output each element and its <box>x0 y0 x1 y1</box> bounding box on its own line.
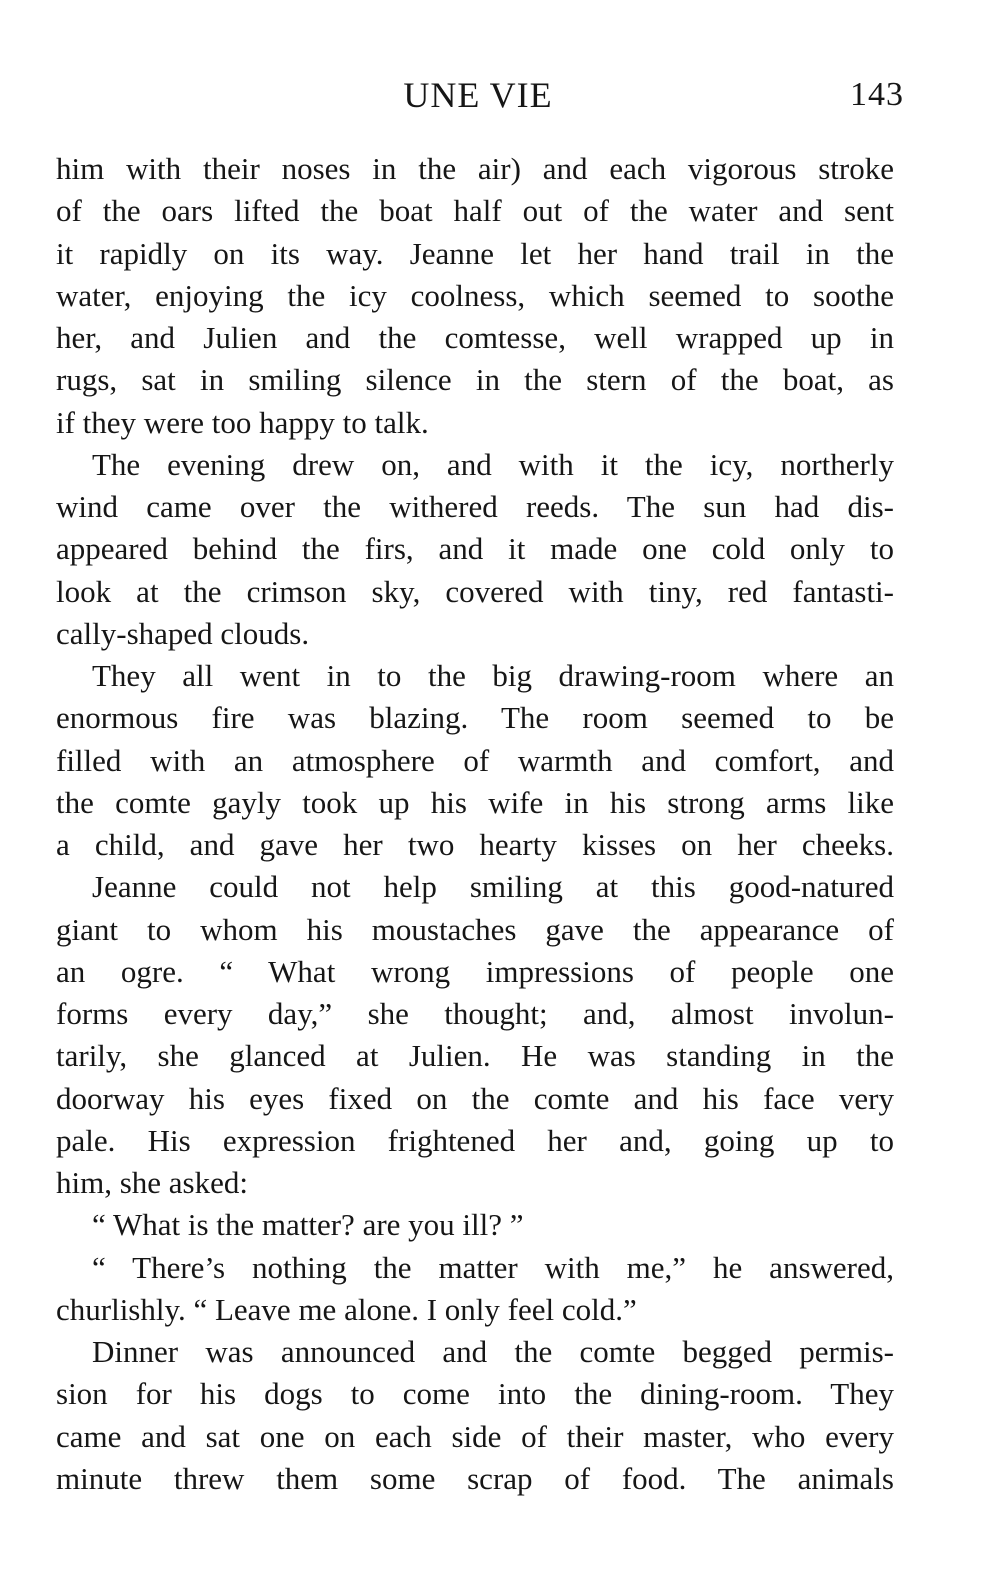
text-line: him, she asked: <box>56 1165 248 1200</box>
text-line: of the oars lifted the boat half out of the water and sent <box>56 193 894 229</box>
text-line: came and sat one on each side of their master, who every <box>56 1418 894 1454</box>
running-title: UNE VIE <box>403 75 553 115</box>
text-line: the comte gayly took up his wife in his strong arms like <box>56 784 894 820</box>
text-line: sion for his dogs to come into the dining-room. They <box>56 1376 894 1412</box>
page-number: 143 <box>850 76 904 113</box>
text-line: tarily, she glanced at Julien. He was standing in the <box>56 1038 894 1074</box>
text-line: look at the crimson sky, covered with tiny, red fantasti- <box>56 573 894 609</box>
text-line: it rapidly on its way. Jeanne let her hand trail in the <box>56 235 894 271</box>
text-line: They all went in to the big drawing-room where an <box>92 658 894 693</box>
text-line: water, enjoying the icy coolness, which seemed to soothe <box>56 277 894 313</box>
text-line: “ What is the matter? are you ill? ” <box>92 1207 524 1243</box>
text-line: cally-shaped clouds. <box>56 615 310 651</box>
body-text <box>56 148 894 1500</box>
text-line: wind came over the withered reeds. The sun had dis- <box>56 489 894 524</box>
page-header <box>56 74 904 124</box>
text-line: churlishly. “ Leave me alone. I only feel cold.” <box>56 1291 637 1327</box>
text-line: Dinner was announced and the comte begged permis- <box>92 1334 894 1369</box>
text-line: filled with an atmosphere of warmth and comfort, and <box>56 742 894 778</box>
text-line: doorway his eyes fixed on the comte and his face very <box>56 1080 894 1116</box>
text-line: pale. His expression frightened her and, going up to <box>56 1122 894 1158</box>
text-line: “ There’s nothing the matter with me,” he answered, <box>92 1249 894 1285</box>
text-line: giant to whom his moustaches gave the appearance of <box>56 911 894 947</box>
text-line: appeared behind the firs, and it made one cold only to <box>56 531 894 567</box>
text-line: The evening drew on, and with it the icy, northerly <box>92 446 894 482</box>
text-line: if they were too happy to talk. <box>56 404 429 440</box>
text-line: enormous fire was blazing. The room seemed to be <box>56 700 894 736</box>
text-line: Jeanne could not help smiling at this good-natured <box>92 869 894 905</box>
text-line: minute threw them some scrap of food. The animals <box>56 1460 894 1496</box>
text-line: a child, and gave her two hearty kisses on her cheeks. <box>56 827 894 862</box>
text-line: an ogre. “ What wrong impressions of people one <box>56 953 894 989</box>
text-line: him with their noses in the air) and each vigorous stroke <box>56 151 894 186</box>
text-line: rugs, sat in smiling silence in the stern of the boat, as <box>56 362 894 398</box>
text-line: her, and Julien and the comtesse, well wrapped up in <box>56 320 894 355</box>
text-line: forms every day,” she thought; and, almost involun- <box>56 996 894 1031</box>
